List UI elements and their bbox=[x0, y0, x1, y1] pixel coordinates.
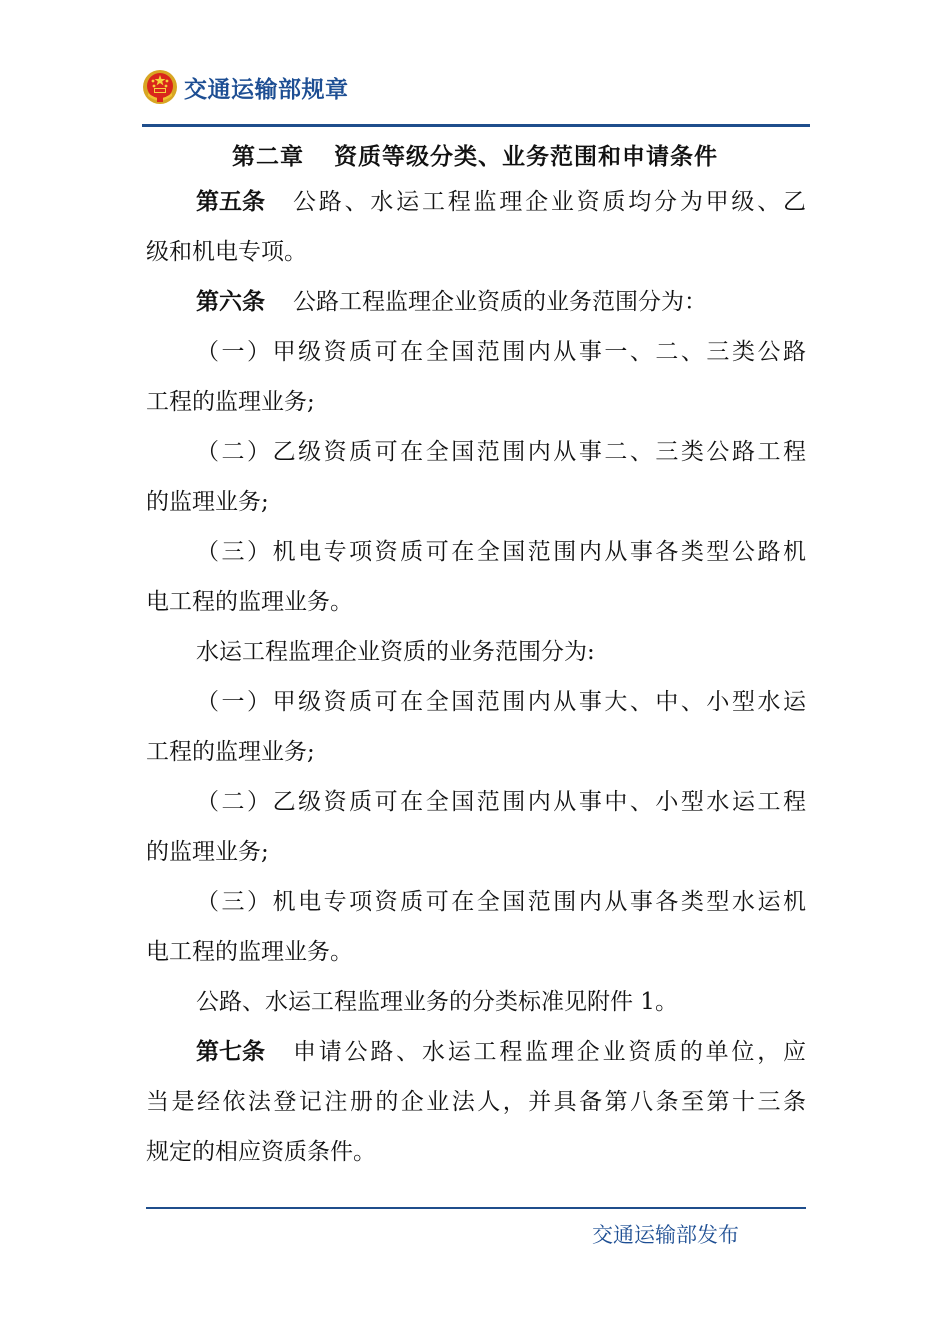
article-6-label: 第六条 bbox=[196, 289, 265, 315]
water-item-1-line-1: （一）甲级资质可在全国范围内从事大、中、小型水运 bbox=[196, 689, 806, 715]
article-6-text: 公路工程监理企业资质的业务范围分为： bbox=[293, 289, 707, 315]
water-item-2-line-2: 的监理业务; bbox=[146, 839, 269, 865]
classification-note: 公路、水运工程监理业务的分类标准见附件 1。 bbox=[196, 989, 678, 1015]
water-item-2-line-1: （二）乙级资质可在全国范围内从事中、小型水运工程 bbox=[196, 789, 806, 815]
road-item-2-line-2: 的监理业务; bbox=[146, 489, 269, 515]
road-item-2-line-1: （二）乙级资质可在全国范围内从事二、三类公路工程 bbox=[196, 439, 806, 465]
chapter-heading bbox=[0, 138, 950, 171]
header-divider bbox=[142, 124, 810, 127]
water-item-3-line-1: （三）机电专项资质可在全国范围内从事各类型水运机 bbox=[196, 889, 806, 915]
header-title: 交通运输部规章 bbox=[184, 76, 349, 103]
national-emblem-icon bbox=[142, 69, 178, 105]
water-item-1-line-2: 工程的监理业务; bbox=[146, 739, 315, 765]
chapter-subject: 资质等级分类、业务范围和申请条件 bbox=[334, 144, 718, 170]
page-header bbox=[142, 66, 349, 108]
chapter-number: 第二章 bbox=[232, 144, 304, 170]
road-item-3-line-2: 电工程的监理业务。 bbox=[146, 589, 353, 615]
article-7-line-1 bbox=[196, 1036, 806, 1068]
article-7-label: 第七条 bbox=[196, 1039, 265, 1065]
article-7-text: 申请公路、水运工程监理企业资质的单位，应 bbox=[293, 1039, 806, 1065]
article-7-line-3: 规定的相应资质条件。 bbox=[146, 1139, 376, 1165]
article-5-label: 第五条 bbox=[196, 189, 265, 215]
footer-publisher: 交通运输部发布 bbox=[592, 1223, 739, 1247]
water-intro: 水运工程监理企业资质的业务范围分为: bbox=[196, 639, 595, 665]
article-5-text: 公路、水运工程监理企业资质均分为甲级、乙 bbox=[293, 189, 806, 215]
road-item-1-line-1: （一）甲级资质可在全国范围内从事一、二、三类公路 bbox=[196, 339, 806, 365]
article-5-line-2: 级和机电专项。 bbox=[146, 239, 307, 265]
road-item-1-line-2: 工程的监理业务; bbox=[146, 389, 315, 415]
article-5-line-1 bbox=[196, 186, 806, 218]
water-item-3-line-2: 电工程的监理业务。 bbox=[146, 939, 353, 965]
road-item-3-line-1: （三）机电专项资质可在全国范围内从事各类型公路机 bbox=[196, 539, 806, 565]
footer-divider bbox=[146, 1207, 806, 1209]
article-7-line-2: 当是经依法登记注册的企业法人，并具备第八条至第十三条 bbox=[146, 1089, 806, 1115]
article-6-line-1 bbox=[196, 286, 806, 318]
